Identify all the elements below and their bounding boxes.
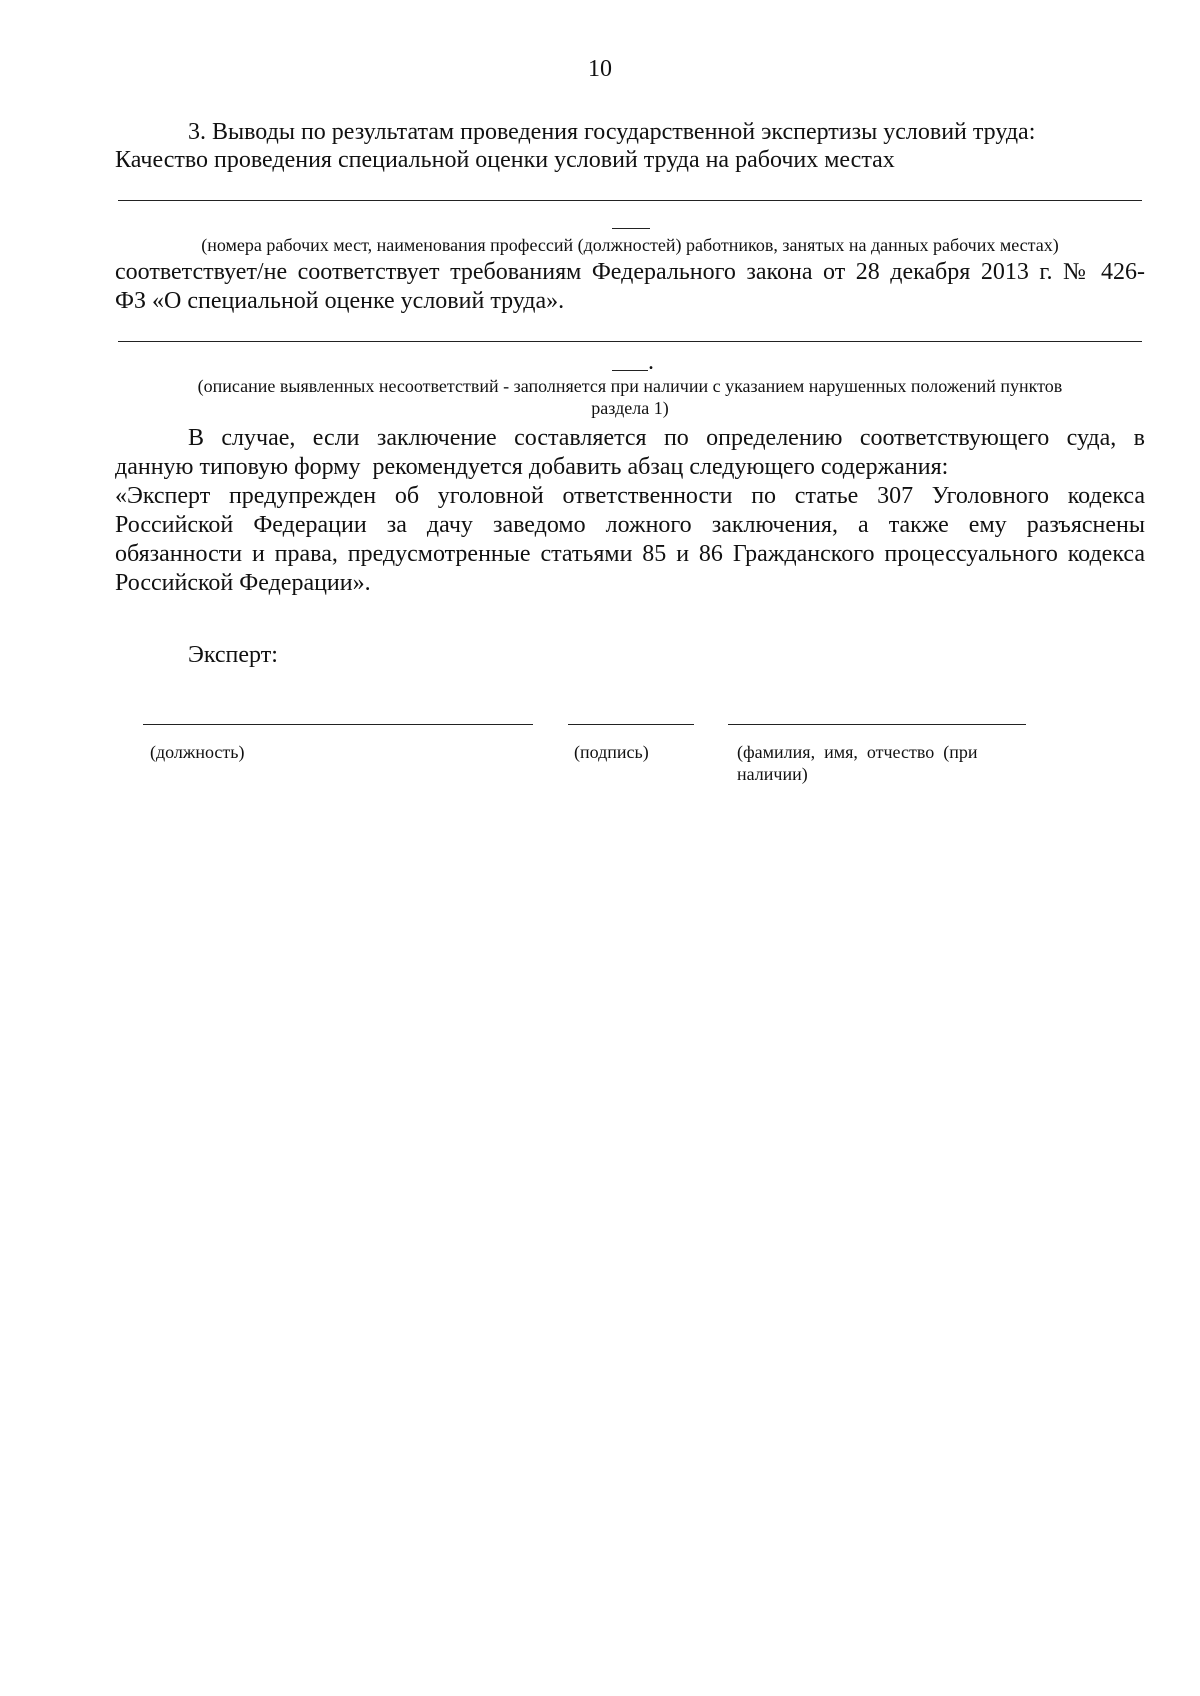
position-signature-line[interactable]: [143, 724, 533, 725]
court-paragraph-line-1: В случае, если заключение составляется по определению соответствующего суда, в: [188, 425, 1145, 451]
workplaces-caption: (номера рабочих мест, наименования профессий (должностей) работников, занятых на данных рабочих местах): [201, 235, 1059, 255]
full-name-caption-line-2: наличии): [737, 764, 808, 784]
workplaces-fill-line[interactable]: [118, 200, 1142, 201]
nonconformities-caption-line-1: (описание выявленных несоответствий - заполняется при наличии с указанием нарушенных положений пунктов: [197, 376, 1063, 396]
workplaces-fill-line-end: [612, 228, 650, 229]
full-name-signature-line[interactable]: [728, 724, 1026, 725]
section-heading: 3. Выводы по результатам проведения государственной экспертизы условий труда:: [188, 119, 1036, 145]
full-name-caption-line-1: (фамилия, имя, отчество (при: [737, 742, 978, 762]
quote-paragraph-line-2: Российской Федерации за дачу заведомо ложного заключения, а также ему разъяснены: [115, 512, 1145, 538]
nonconformities-fill-line-end: [612, 370, 648, 371]
quote-paragraph-line-4: Российской Федерации».: [115, 570, 371, 596]
expert-label: Эксперт:: [188, 642, 278, 668]
quote-paragraph-line-3: обязанности и права, предусмотренные статьями 85 и 86 Гражданского процессуального кодекса: [115, 541, 1145, 567]
nonconformities-fill-line[interactable]: [118, 341, 1142, 342]
compliance-line-1: соответствует/не соответствует требованиям Федерального закона от 28 декабря 2013 г. № 426-: [115, 259, 1145, 285]
compliance-line-2: ФЗ «О специальной оценке условий труда».: [115, 288, 565, 314]
page-number: 10: [588, 56, 612, 82]
nonconformities-period: .: [648, 349, 654, 375]
quality-line: Качество проведения специальной оценки условий труда на рабочих местах: [115, 147, 895, 173]
quote-paragraph-line-1: «Эксперт предупрежден об уголовной ответственности по статье 307 Уголовного кодекса: [115, 483, 1145, 509]
court-paragraph-line-2: данную типовую форму рекомендуется добавить абзац следующего содержания:: [115, 454, 949, 480]
position-caption: (должность): [150, 742, 245, 762]
nonconformities-caption-line-2: раздела 1): [591, 398, 669, 418]
signature-line[interactable]: [568, 724, 694, 725]
signature-caption: (подпись): [574, 742, 649, 762]
